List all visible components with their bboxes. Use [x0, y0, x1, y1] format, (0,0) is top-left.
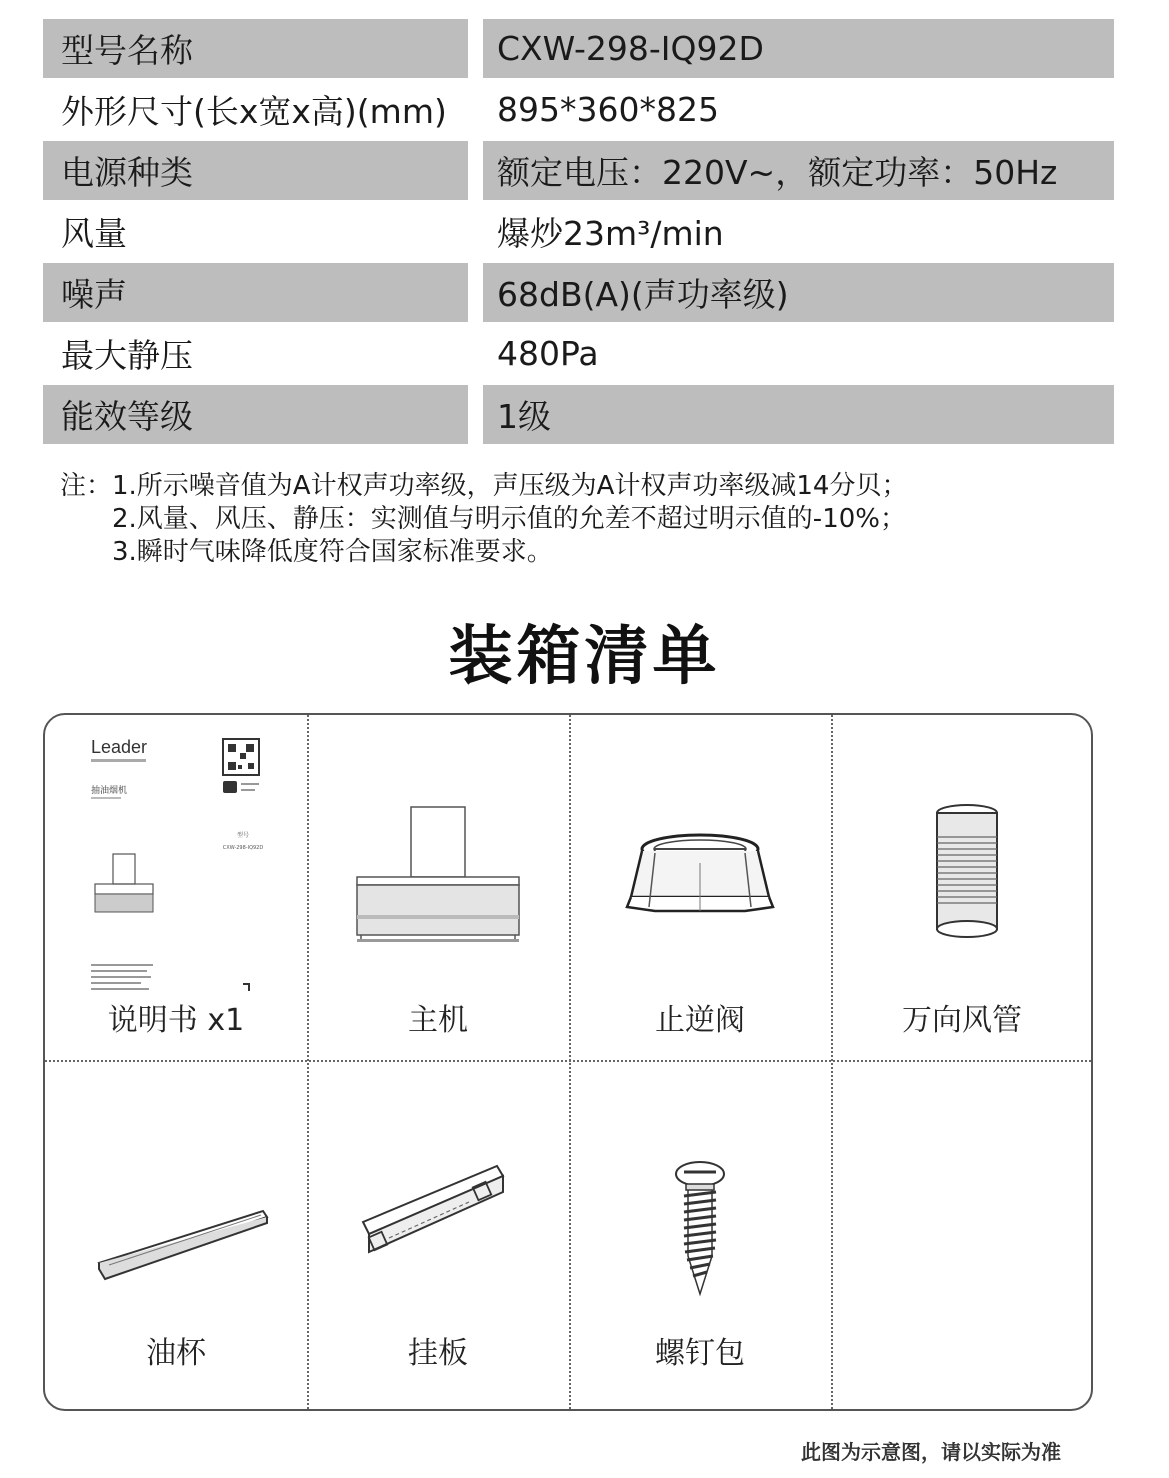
note-text: 3.瞬时气味降低度符合国家标准要求。: [112, 537, 553, 567]
spec-label: 电源种类: [43, 141, 468, 200]
packing-item-mounting-plate: [307, 1060, 569, 1405]
spec-label: 最大静压: [61, 336, 193, 375]
note-line: [60, 503, 907, 536]
range-hood-icon: [353, 803, 523, 953]
note-line: [60, 536, 907, 569]
disclaimer-note: 此图为示意图，请以实际为准: [801, 1440, 1061, 1464]
spec-label: 风量: [61, 214, 127, 253]
packing-item-label: 万向风管: [902, 1003, 1022, 1038]
screw-icon: [670, 1160, 730, 1300]
spec-row-airflow: [43, 201, 1114, 262]
spec-label: 能效等级: [43, 385, 468, 444]
spec-label: 噪声: [43, 263, 468, 322]
manual-icon: [83, 729, 283, 999]
manual-title: 抽油烟机: [91, 786, 128, 796]
manual-model-label: 型号: [236, 832, 250, 839]
spec-value: CXW-298-IQ92D: [483, 19, 1114, 78]
note-prefix: 注：: [60, 471, 113, 501]
spec-label: 外形尺寸(长x宽x高)(mm): [61, 92, 447, 131]
packing-item-label: 说明书 x1: [107, 1003, 245, 1038]
spec-value: 895*360*825: [497, 90, 719, 129]
spec-value: 爆炒23m³/min: [497, 214, 724, 253]
spec-row-noise: [43, 262, 1114, 323]
flexible-duct-icon: [927, 801, 1007, 941]
mounting-plate-icon: [357, 1160, 517, 1270]
packing-item-main-unit: [307, 715, 569, 1060]
packing-item-manual: [45, 715, 307, 1060]
notes: [60, 470, 907, 569]
packing-item-label: 螺钉包: [655, 1336, 745, 1371]
spec-row-model: [43, 18, 1114, 79]
note-text: 1.所示噪音值为A计权声功率级，声压级为A计权声功率级减14分贝；: [112, 471, 908, 501]
packing-list-grid: [43, 713, 1093, 1411]
spec-value: 1级: [483, 385, 1114, 444]
spec-row-dimensions: [43, 79, 1114, 140]
spec-value: 额定电压：220V~，额定功率：50Hz: [483, 141, 1114, 200]
manual-brand: Leader: [91, 737, 148, 757]
packing-list-title: 装箱清单: [448, 620, 721, 694]
check-valve-icon: [625, 827, 775, 927]
packing-item-flexible-duct: [831, 715, 1093, 1060]
packing-item-oil-cup: [45, 1060, 307, 1405]
spec-table: [43, 18, 1114, 445]
packing-item-label: 止逆阀: [655, 1003, 745, 1038]
note-text: 2.风量、风压、静压：实测值与明示值的允差不超过明示值的-10%；: [112, 504, 906, 534]
packing-item-check-valve: [569, 715, 831, 1060]
spec-value: 480Pa: [497, 334, 599, 373]
spec-label: 型号名称: [43, 19, 468, 78]
packing-item-label: 油杯: [146, 1336, 206, 1371]
spec-row-energy-class: [43, 384, 1114, 445]
spec-row-power: [43, 140, 1114, 201]
note-line: [60, 470, 907, 503]
packing-item-screw-pack: [569, 1060, 831, 1405]
spec-value: 68dB(A)(声功率级): [483, 263, 1114, 322]
oil-cup-icon: [95, 1205, 275, 1285]
packing-item-label: 主机: [408, 1003, 468, 1038]
packing-item-label: 挂板: [408, 1336, 468, 1371]
manual-model: CXW-298-IQ92D: [222, 845, 264, 851]
spec-row-static-pressure: [43, 323, 1114, 384]
